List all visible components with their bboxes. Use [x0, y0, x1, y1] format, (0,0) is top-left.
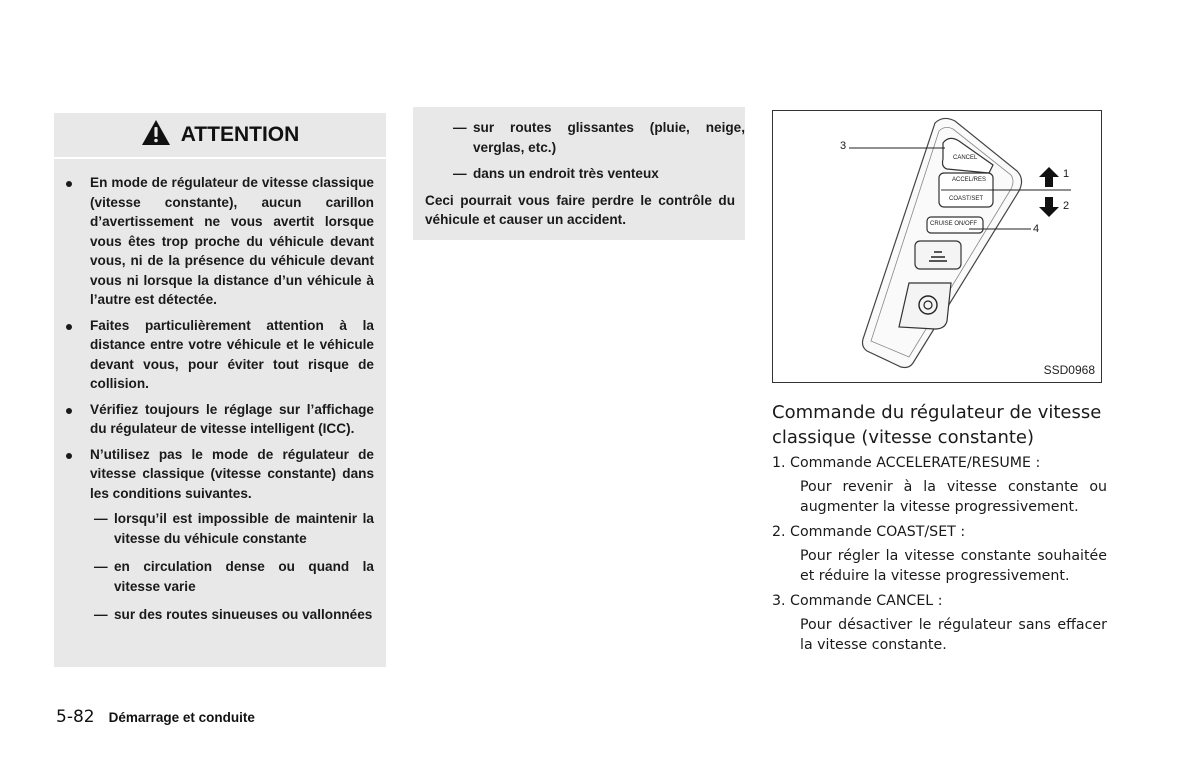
figure-id: SSD0968: [1043, 363, 1095, 377]
section-heading: Commande du régulateur de vitesse classique (vitesse constante): [772, 402, 1102, 448]
warning-triangle-icon: [141, 119, 171, 151]
dash-item: [94, 509, 374, 548]
dash-item: [94, 557, 374, 596]
chapter-title: Démarrage et conduite: [108, 710, 255, 725]
dash-mark: —: [94, 559, 108, 574]
dash-item: [94, 605, 374, 625]
dash-item: [453, 118, 745, 157]
dash-text: dans un endroit très venteux: [473, 166, 659, 181]
bullet-text: Faites particulièrement attention à la distance entre votre véhicule et le véhicule devant vous, pour éviter tout risque de collision.: [90, 317, 374, 391]
bullet-dot-icon: [66, 181, 72, 187]
item-description: Pour revenir à la vitesse constante ou augmenter la vitesse progressivement.: [800, 479, 1107, 515]
callout-4: 4: [1033, 223, 1040, 235]
dash-text: sur routes glissantes (pluie, neige, verglas, etc.): [473, 120, 745, 155]
list-item: [772, 591, 1107, 655]
list-item: [66, 316, 374, 394]
closing-warning-text: Ceci pourrait vous faire perdre le contrôle du véhicule et causer un accident.: [425, 192, 735, 227]
dash-mark: —: [94, 607, 108, 622]
warning-box: [54, 113, 386, 667]
bullet-dot-icon: [66, 408, 72, 414]
list-item: [66, 173, 374, 310]
dash-item: [453, 164, 745, 184]
warning-continuation-box: [413, 107, 745, 240]
callout-1: 1: [1063, 168, 1070, 180]
callout-3: 3: [840, 140, 847, 152]
bullet-text: En mode de régulateur de vitesse classique (vitesse constante), aucun carillon d’avertissement ne vous avertit lorsque vous êtes trop proche du véhicule devant vous, ni de la présence du véhicule devant vous ni lorsque la distance d’un véhicule à l’autre est détectée.: [90, 175, 374, 307]
bullet-text: Vérifiez toujours le réglage sur l’affichage du régulateur de vitesse intelligent (ICC).: [90, 401, 374, 436]
list-item: [772, 453, 1107, 517]
cruise-switch-illustration: [773, 111, 1100, 381]
list-item: [772, 522, 1107, 586]
item-description: Pour désactiver le régulateur sans effacer la vitesse constante.: [800, 617, 1107, 653]
dash-mark: —: [94, 511, 108, 526]
dash-text: lorsqu’il est impossible de maintenir la vitesse du véhicule constante: [114, 511, 374, 546]
dash-mark: —: [453, 120, 467, 135]
numbered-list: [772, 453, 1107, 660]
warning-title: ATTENTION: [180, 123, 300, 146]
item-description: Pour régler la vitesse constante souhaitée et réduire la vitesse progressivement.: [800, 548, 1107, 584]
page-number: 5-82: [56, 707, 95, 727]
item-label: 2. Commande COAST/SET :: [772, 524, 966, 540]
bullet-dot-icon: [66, 324, 72, 330]
list-item: [66, 400, 374, 439]
callout-2: 2: [1063, 200, 1070, 212]
bullet-dot-icon: [66, 453, 72, 459]
cancel-button-label: CANCEL: [953, 155, 978, 161]
item-label: 1. Commande ACCELERATE/RESUME :: [772, 455, 1041, 471]
warning-header: [54, 113, 386, 159]
dash-text: en circulation dense ou quand la vitesse varie: [114, 559, 374, 594]
cruise-button-label: CRUISE ON/OFF: [930, 221, 978, 227]
warning-bullet-list: [66, 173, 374, 634]
bullet-text: N’utilisez pas le mode de régulateur de vitesse classique (vitesse constante) dans les conditions suivantes.: [90, 446, 374, 501]
accel-button-label: ACCEL/RES: [952, 177, 987, 183]
dash-mark: —: [453, 166, 467, 181]
item-label: 3. Commande CANCEL :: [772, 593, 943, 609]
steering-switch-figure: [772, 110, 1102, 383]
coast-button-label: COAST/SET: [949, 196, 984, 202]
list-item: [66, 445, 374, 625]
dash-text: sur des routes sinueuses ou vallonnées: [114, 607, 373, 622]
page-footer: [56, 707, 255, 727]
